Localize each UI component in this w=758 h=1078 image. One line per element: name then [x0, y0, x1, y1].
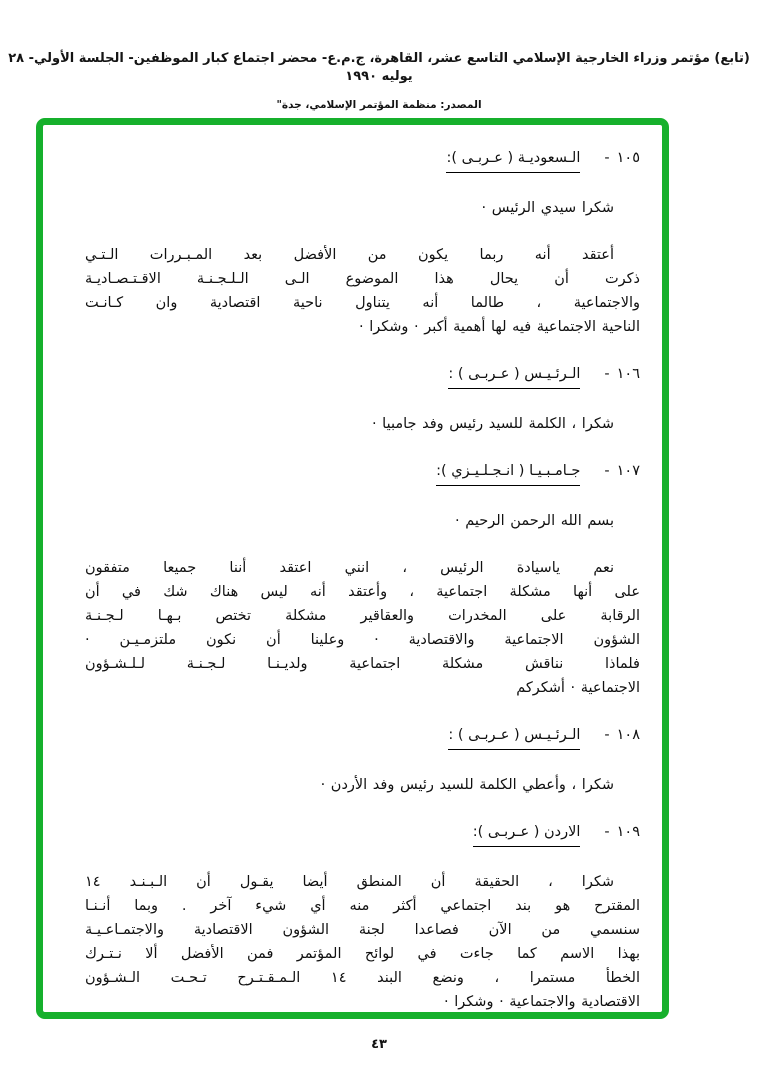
document-source-line: المصدر: منظمة المؤتمر الإسلامي، جدة" — [276, 99, 482, 111]
text-line: شكرا ، الكلمة للسيد رئيس وفد جامبيا · — [371, 416, 614, 432]
section-header — [85, 723, 640, 750]
green-annotation-box — [36, 118, 669, 1019]
section-number: ١٠٥ — [616, 150, 640, 166]
section — [85, 146, 640, 339]
text-line: بهذا الاسم كما جاءت في لوائح المؤتمر فمن الأفضل ألا نـتـرك — [85, 946, 640, 962]
paragraph — [85, 412, 640, 436]
text-line: نعم ياسيادة الرئيس ، انني اعتقد أننا جميعا متفقون — [85, 560, 614, 576]
section-number-dash: - — [604, 463, 610, 479]
paragraph — [85, 243, 640, 339]
text-line: المقترح هو بند اجتماعي أكثر منه أي شيء آخر . وبما أنـنـا — [85, 898, 640, 914]
section — [85, 362, 640, 436]
text-line: الاقتصادية والاجتماعية · وشكرا · — [444, 994, 640, 1010]
text-line: أعتقد أنه ربما يكون من الأفضل بعد المـبـررات الـتـي — [85, 247, 614, 263]
paragraph — [85, 509, 640, 533]
section-number: ١٠٦ — [616, 366, 640, 382]
text-line: والاجتماعية ، طالما أنه يتناول ناحية اقتصادية وان كـانـت — [85, 295, 640, 311]
section-number-dash: - — [604, 366, 610, 382]
section-heading: الـسعوديـة ( عـربـى ): — [446, 146, 580, 173]
section-number: ١٠٩ — [616, 824, 640, 840]
text-line: الخطأ مستمرا ، ونضع البند ١٤ الـمـقـتـرح تـحـت الـشـؤون — [85, 970, 640, 986]
text-line: ذكرت أن يحال هذا الموضوع الـى الـلـجـنـة الاقـتـصـاديـة — [85, 271, 640, 287]
section-heading: الـرئـيـس ( عـربـى ) : — [448, 723, 580, 750]
paragraph — [85, 773, 640, 797]
text-line: بسم الله الرحمن الرحيم · — [455, 513, 614, 529]
section-number: ١٠٧ — [616, 463, 640, 479]
text-line: شكرا ، وأعطي الكلمة للسيد رئيس وفد الأردن · — [320, 777, 614, 793]
paragraph — [85, 870, 640, 1014]
text-line: الاجتماعية · أشكركم — [516, 680, 640, 696]
document-header: (تابع) مؤتمر وزراء الخارجية الإسلامي التاسع عشر، القاهرة، ج.م.ع- محضر اجتماع كبار الموظفين- الجلسة الأولي- ٢٨ يوليه ١٩٩٠ — [8, 51, 750, 84]
text-line: فلماذا نناقش مشكلة اجتماعية ولديـنـا لـجـنـة لـلـشـؤون — [85, 656, 640, 672]
section-header — [85, 820, 640, 847]
section-heading: الاردن ( عـربـى ): — [473, 820, 581, 847]
section-number-dash: - — [604, 150, 610, 166]
section-number-dash: - — [604, 727, 610, 743]
section-header — [85, 146, 640, 173]
paragraph — [85, 556, 640, 700]
text-line: شكرا سيدي الرئيس · — [481, 200, 614, 216]
text-line: سنسمي من الآن فصاعدا لجنة الشؤون الاقتصادية والاجتمـاعـيـة — [85, 922, 640, 938]
section — [85, 459, 640, 700]
section — [85, 723, 640, 797]
text-line: شكرا ، الحقيقة أن المنطق أيضا يقـول أن الـبـنـد ١٤ — [85, 874, 614, 890]
text-line: الشؤون الاجتماعية والاقتصادية · وعلينا أن نكون ملتزمـيـن · — [85, 632, 640, 648]
section — [85, 820, 640, 1014]
paragraph — [85, 196, 640, 220]
section-heading: الـرئـيـس ( عـربـى ) : — [448, 362, 580, 389]
section-header — [85, 362, 640, 389]
text-line: على أنها مشكلة اجتماعية ، وأعتقد أنه ليس هناك شك في أن — [85, 584, 640, 600]
text-line: الرقابة على المخدرات والعقاقير مشكلة تختص بـهـا لـجـنـة — [85, 608, 640, 624]
section-heading: جـامـبـيـا ( انـجـلـيـزي ): — [436, 459, 580, 486]
section-header — [85, 459, 640, 486]
sections-container — [85, 146, 640, 1014]
text-line: الناحية الاجتماعية فيه لها أهمية أكبر · وشكرا · — [359, 319, 640, 335]
section-number-dash: - — [604, 824, 610, 840]
section-number: ١٠٨ — [616, 727, 640, 743]
page-number: ٤٣ — [371, 1037, 387, 1052]
